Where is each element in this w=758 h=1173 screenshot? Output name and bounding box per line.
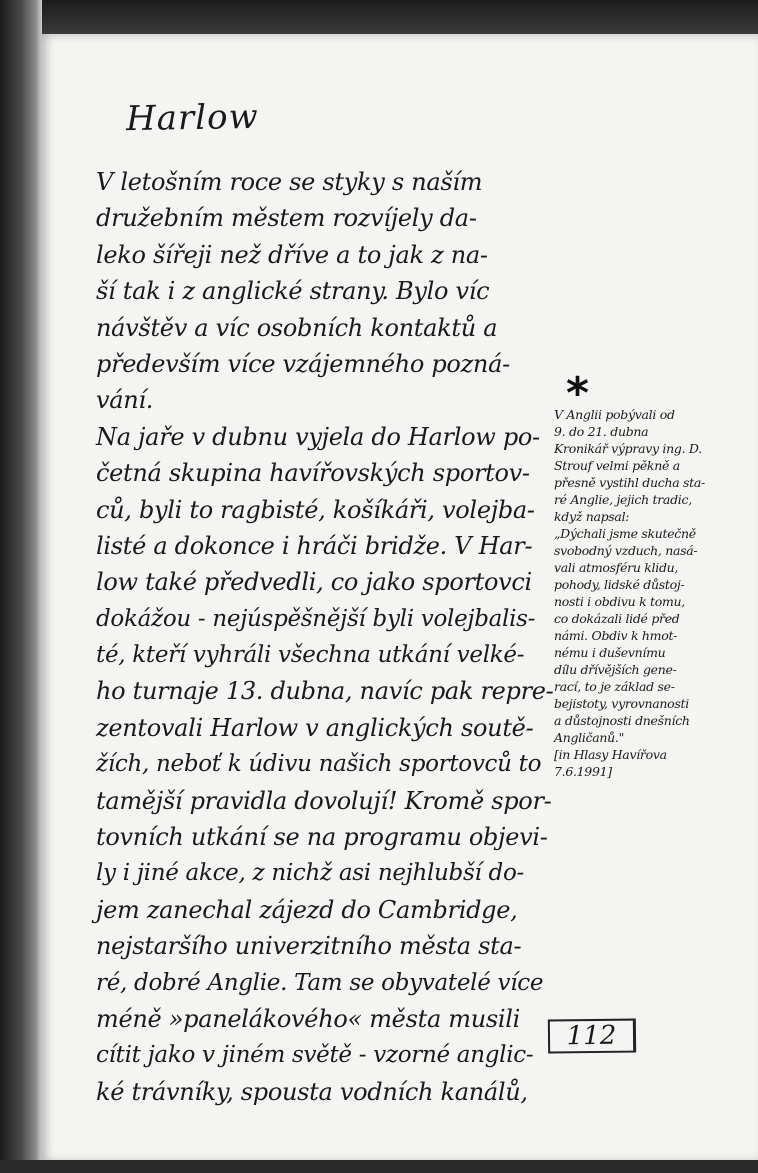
text-line: V letošním roce se styky s naším <box>96 168 483 196</box>
text-line: Na jaře v dubnu vyjela do Harlow po- <box>96 422 540 451</box>
text-line: návštěv a víc osobních kontaktů a <box>96 313 498 342</box>
text-line: té, kteří vyhráli všechna utkání velké- <box>96 642 525 669</box>
side-note-line: 9. do 21. dubna <box>554 424 649 439</box>
text-line: listé a dokonce i hráči bridže. V Har- <box>96 531 533 560</box>
scan-bottom-edge <box>0 1160 758 1173</box>
text-line: ců, byli to ragbisté, košíkáři, volejba- <box>96 495 535 524</box>
text-line: ké trávníky, spousta vodních kanálů, <box>96 1077 528 1106</box>
text-line: tamější pravidla dovolují! Kromě spor- <box>96 786 552 815</box>
side-note-line: „Dýchali jsme skutečně <box>554 526 696 541</box>
side-note-line: pohody, lidské důstoj- <box>554 577 685 592</box>
side-note <box>554 406 744 780</box>
text-line: zentovali Harlow v anglických soutě- <box>96 713 534 742</box>
text-line: ré, dobré Anglie. Tam se obyvatelé více <box>96 969 544 996</box>
text-line: žích, neboť k údivu našich sportovců to <box>96 751 542 778</box>
text-line: méně »panelákového« města musili <box>96 1004 521 1033</box>
text-line: družebním městem rozvíjely da- <box>96 204 477 233</box>
text-line: jem zanechal zájezd do Cambridge, <box>96 895 518 924</box>
text-line: tovních utkání se na programu objevi- <box>96 823 548 852</box>
page-title: Harlow <box>125 96 259 140</box>
side-note-line: vali atmosféru klidu, <box>554 560 679 575</box>
page-number: 112 <box>548 1019 636 1054</box>
side-note-line: co dokázali lidé před <box>554 611 680 626</box>
main-text-block <box>96 164 566 1110</box>
side-note-line: a důstojnosti dnešních <box>554 713 690 728</box>
side-note-line: námi. Obdiv k hmot- <box>554 628 678 643</box>
text-line: především více vzájemného pozná- <box>96 349 510 378</box>
scan-top-edge <box>0 0 758 34</box>
text-line: četná skupina havířovských sportov- <box>96 459 530 488</box>
side-note-line: dílu dřívějších gene- <box>554 662 677 677</box>
side-note-line: rací, to je základ se- <box>554 679 675 694</box>
text-line: vání. <box>96 386 154 415</box>
side-note-line: Strouf velmi pěkně a <box>554 458 680 473</box>
side-note-line: Angličanů." <box>554 730 625 745</box>
asterisk-icon: * <box>566 368 590 419</box>
side-note-line: ré Anglie, jejich tradic, <box>554 492 692 507</box>
side-note-line: V Anglii pobývali od <box>554 407 675 422</box>
text-line: dokážou - nejúspěšnější byli volejbalis- <box>96 605 536 632</box>
text-line: ho turnaje 13. dubna, navíc pak repre- <box>96 677 554 706</box>
book-spine <box>0 0 42 1173</box>
text-line: ly i jiné akce, z nichž asi nejhlubší do- <box>96 860 524 887</box>
text-line: leko šířeji než dříve a to jak z na- <box>96 240 488 269</box>
text-line: cítit jako v jiném světě - vzorné anglic- <box>96 1042 534 1069</box>
side-note-line: Kronikář výpravy ing. D. <box>554 441 702 456</box>
side-note-line: svobodný vzduch, nasá- <box>554 543 698 558</box>
text-line: low také předvedli, co jako sportovci <box>96 568 532 597</box>
side-note-line: přesně vystihl ducha sta- <box>554 475 705 490</box>
text-line: nejstaršího univerzitního města sta- <box>96 932 522 961</box>
side-note-line: bejistoty, vyrovnanosti <box>554 696 689 711</box>
side-note-line: nému i duševnímu <box>554 645 666 660</box>
text-line: ší tak i z anglické strany. Bylo víc <box>96 277 490 306</box>
side-note-line: 7.6.1991] <box>554 764 612 779</box>
side-note-line: když napsal: <box>554 509 630 524</box>
side-note-line: [in Hlasy Havířova <box>554 747 667 762</box>
side-note-line: nosti i obdivu k tomu, <box>554 594 685 609</box>
